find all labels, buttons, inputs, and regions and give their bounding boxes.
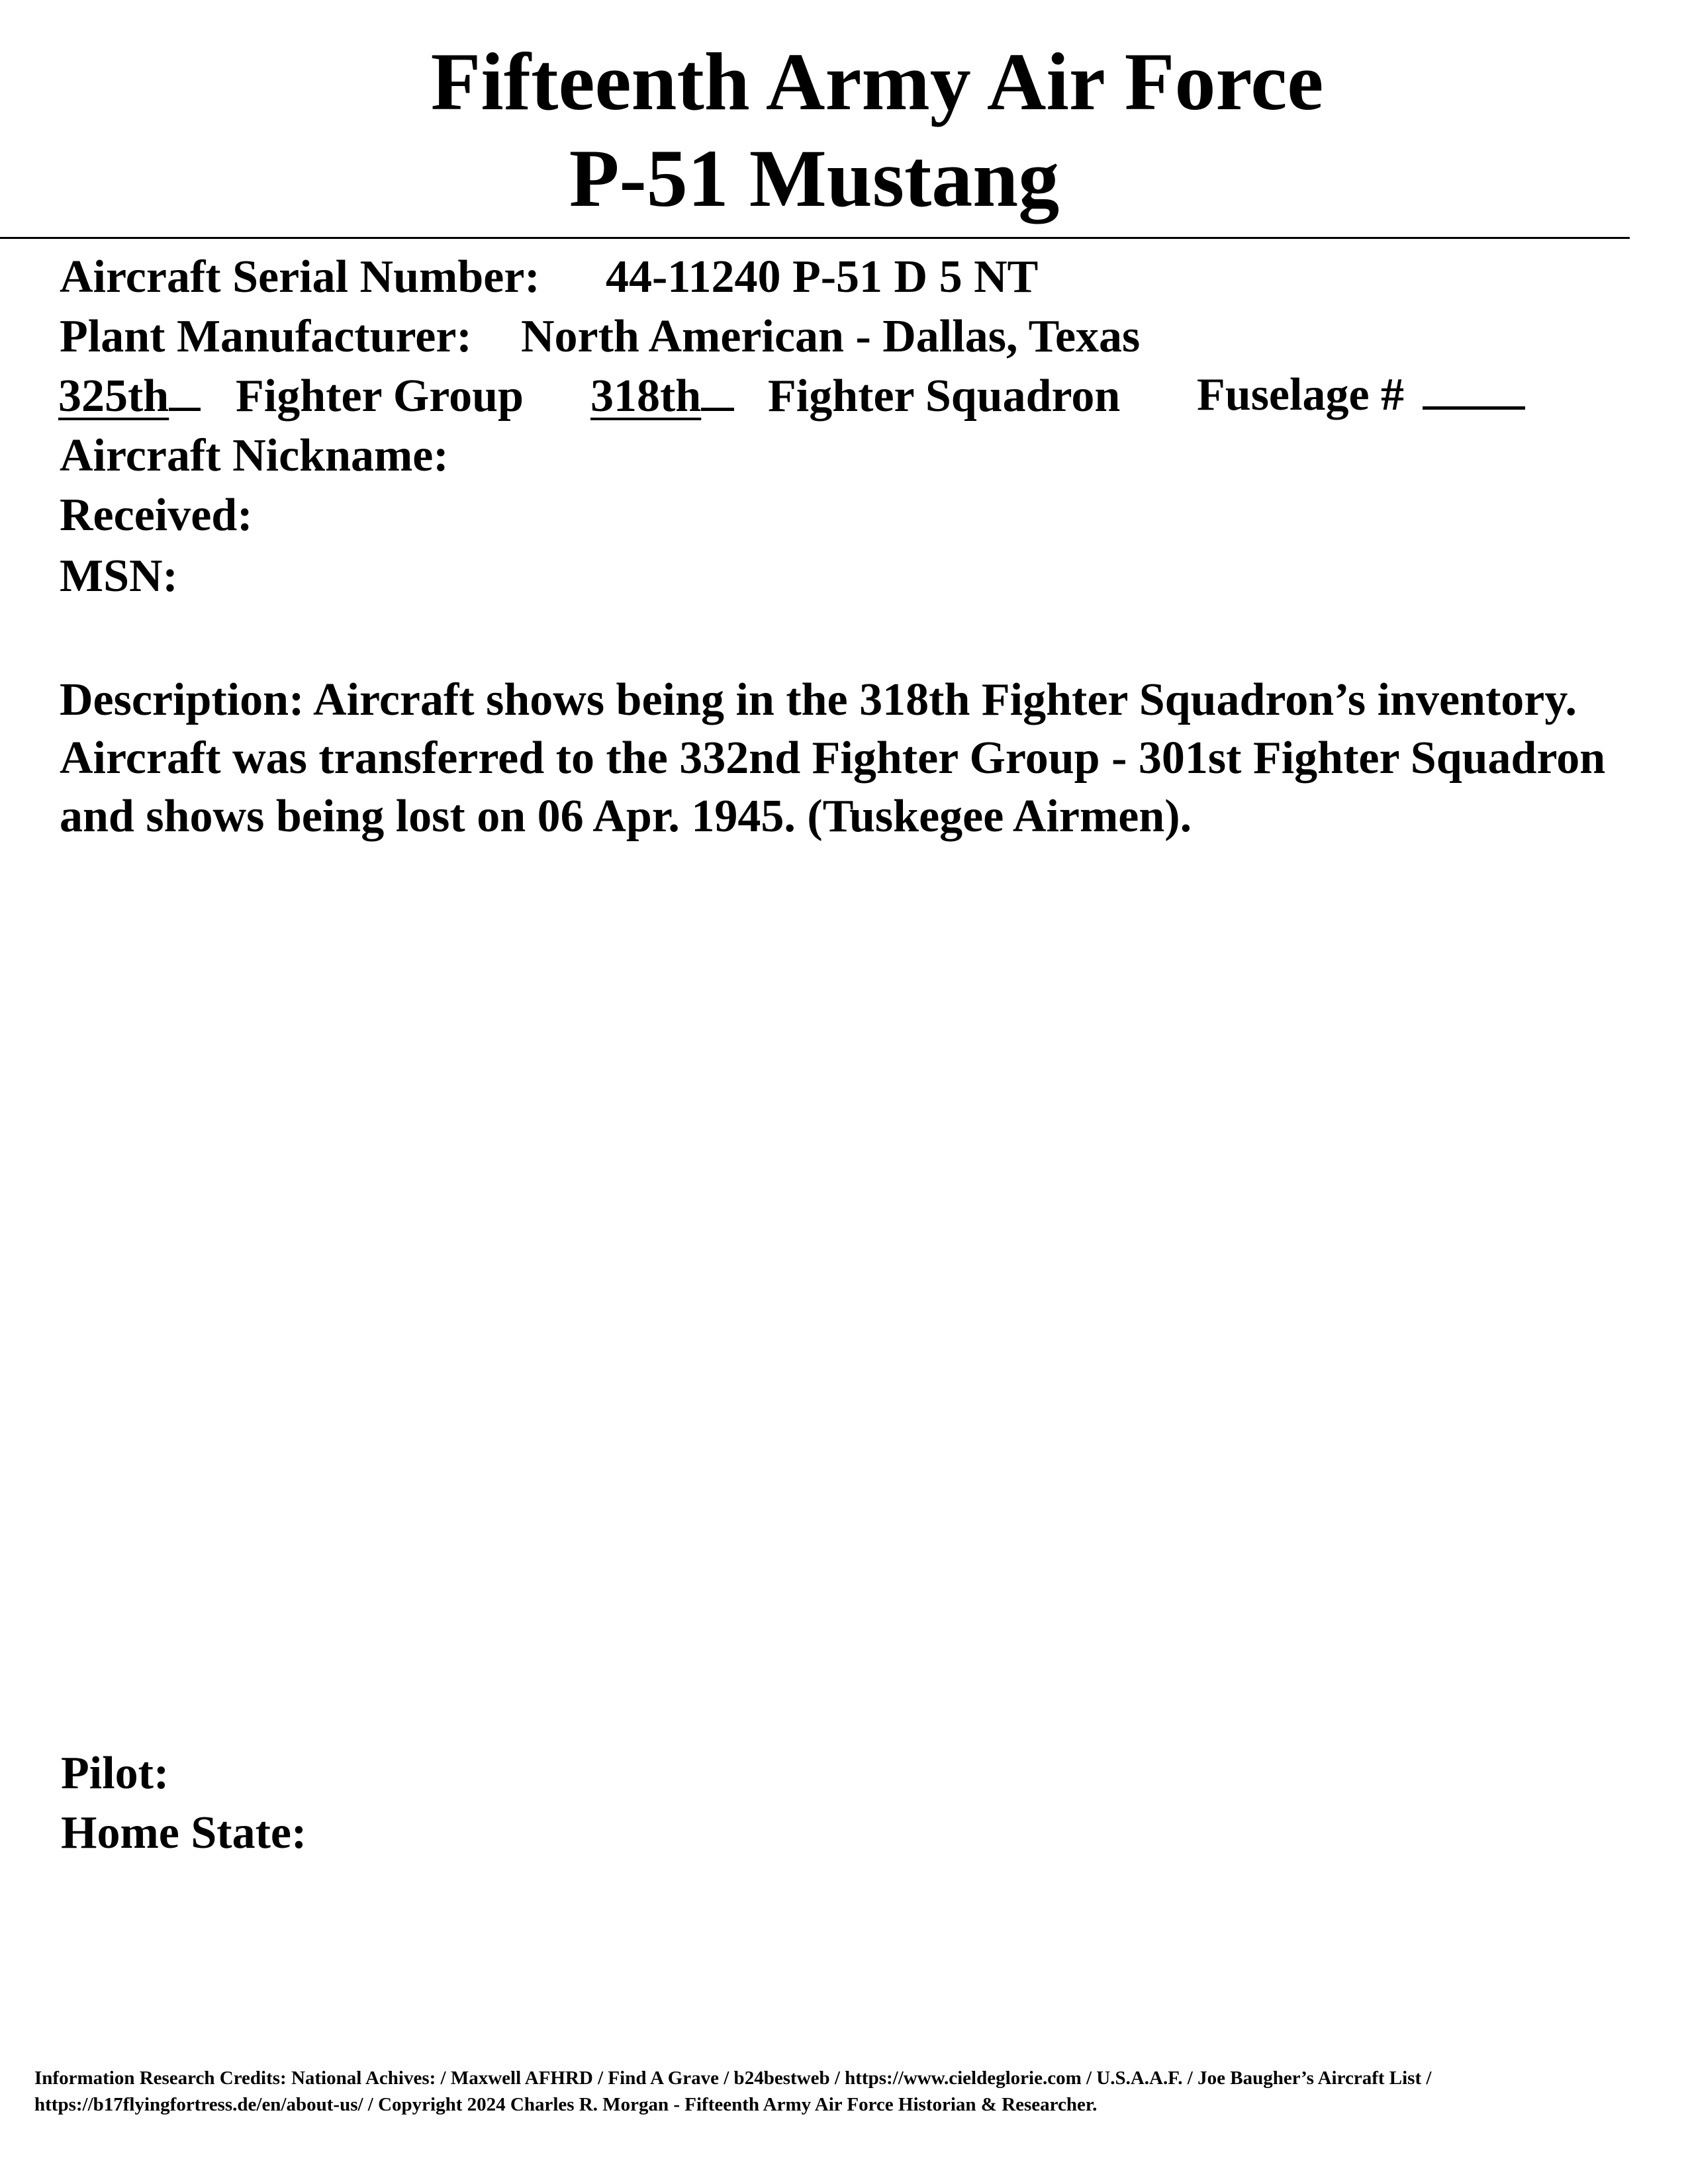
fighter-squadron-label: Fighter Squadron [768,371,1121,422]
credits-line-1: Information Research Credits: National Achives: / Maxwell AFHRD / Find A Grave / b24bestweb / https://www.cieldeglorie.com / U.S.A.A.F. / Joe Baugher’s Aircraft List / [34,2068,1432,2089]
fighter-group-blank [169,408,201,411]
fuselage-row [1197,369,1525,420]
msn-label: MSN: [60,551,178,602]
description-text: Aircraft shows being in the 318th Fighter Squadron’s inventory. Aircraft was transferred to the 332nd Fighter Group - 301st Fighter Squadron and shows being lost on 06 Apr. 1945. (Tuskegee Airmen). [60,674,1606,842]
serial-number-label: Aircraft Serial Number: [60,251,540,302]
research-credits [34,2065,1656,2118]
serial-number-value: 44-11240 P-51 D 5 NT [606,251,1039,302]
fuselage-number-blank [1423,406,1525,410]
fighter-squadron-row [590,373,734,420]
home-state-label: Home State: [61,1807,307,1858]
pilot-label: Pilot: [61,1748,169,1799]
fighter-group-row [58,373,201,420]
header-divider [0,237,1630,239]
aircraft-type-title: P-51 Mustang [569,133,1060,224]
nickname-label: Aircraft Nickname: [60,430,449,481]
received-label: Received: [60,490,253,541]
manufacturer-label: Plant Manufacturer: [60,311,472,362]
credits-line-2: https://b17flyingfortress.de/en/about-us/ / Copyright 2024 Charles R. Morgan - Fifteenth Army Air Force Historian & Researcher. [34,2094,1098,2115]
fighter-group-value: 325th [58,371,169,422]
fuselage-label: Fuselage # [1197,369,1405,420]
fighter-group-label: Fighter Group [236,371,524,422]
description-block [60,671,1635,846]
description-label: Description: [60,674,305,725]
fighter-squadron-blank [701,408,734,411]
fighter-squadron-value: 318th [590,371,702,422]
page-title: Fifteenth Army Air Force [430,36,1324,127]
manufacturer-value: North American - Dallas, Texas [521,311,1141,362]
